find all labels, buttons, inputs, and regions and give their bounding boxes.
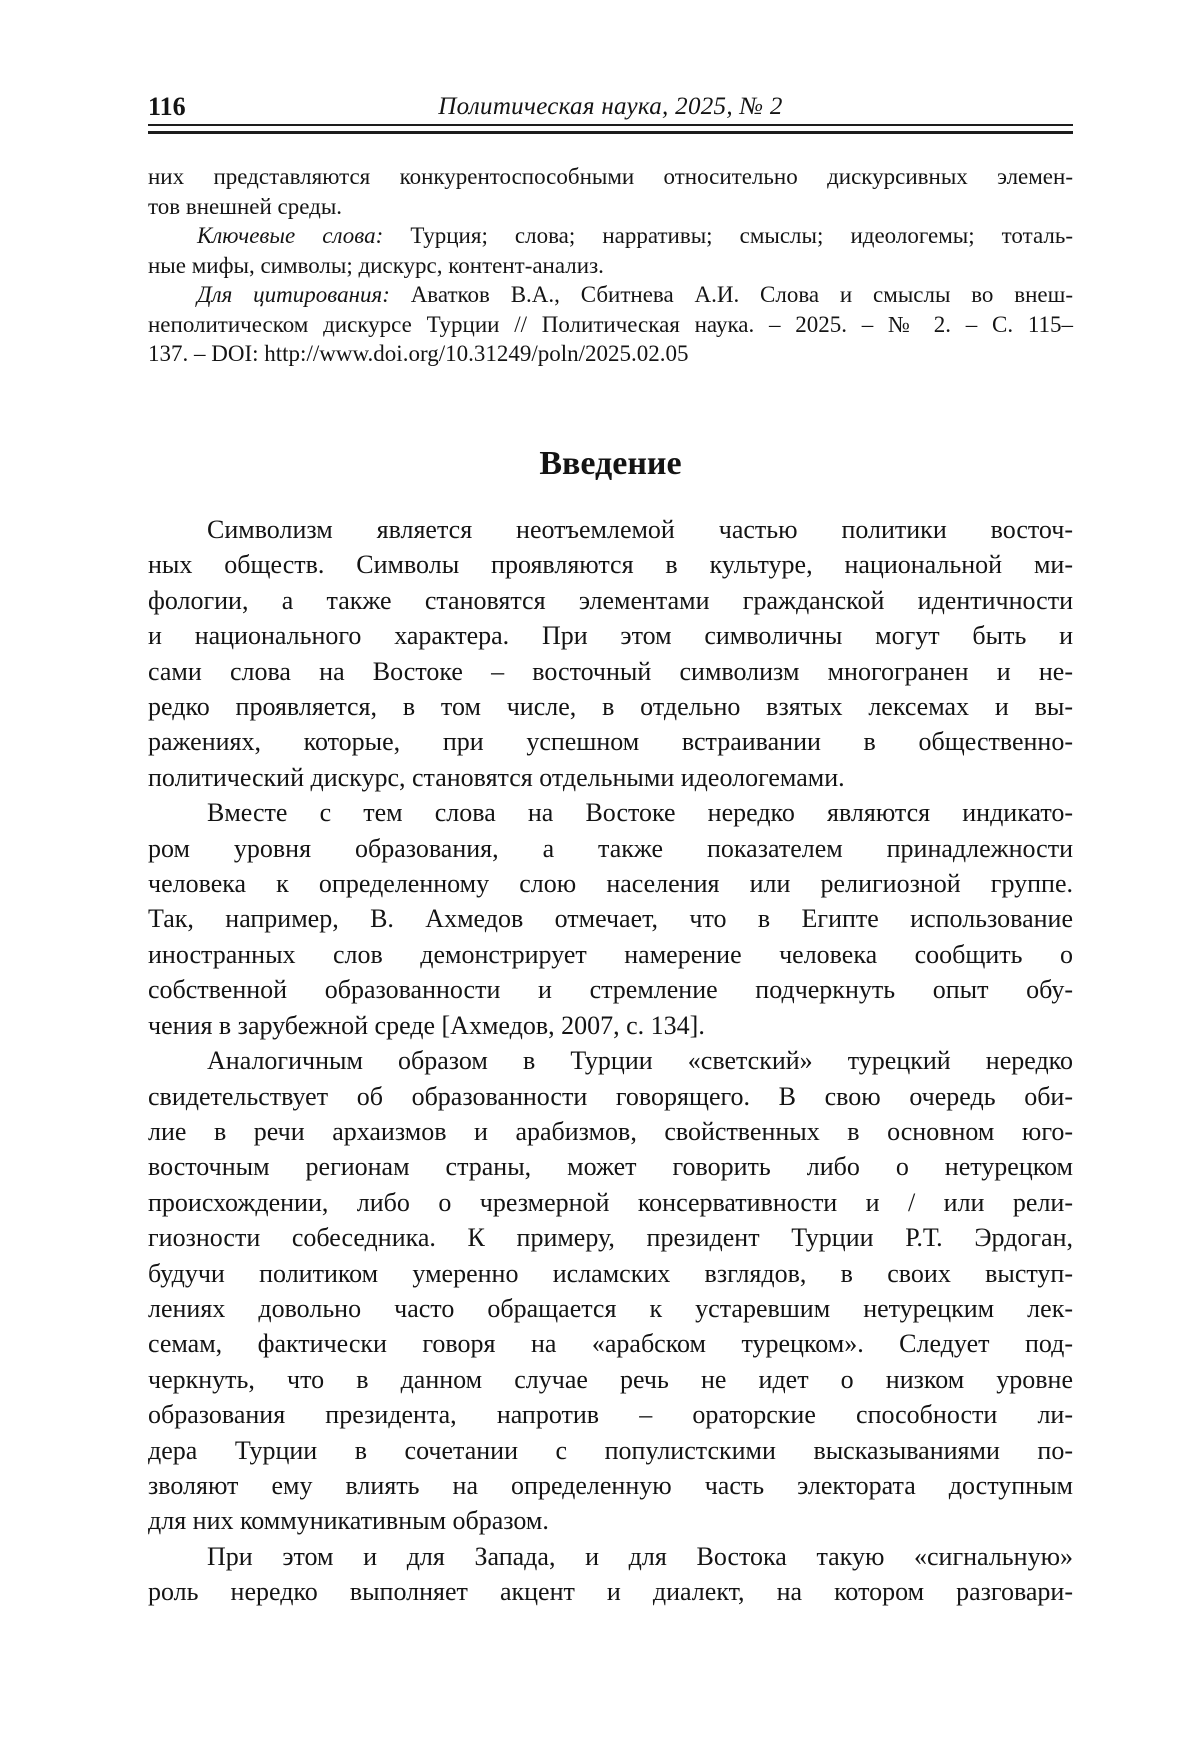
paragraph	[148, 1043, 1073, 1539]
citation-line: неполитическом дискурсе Турции // Политическая наука. – 2025. – № 2. – С. 115–	[148, 311, 1073, 337]
text-line: роль нередко выполняет акцент и диалект, на котором разговари-	[148, 1577, 1073, 1607]
text-line: дера Турции в сочетании с популистскими высказываниями по-	[148, 1435, 1073, 1465]
text-line: образования президента, напротив – ораторские способности ли-	[148, 1400, 1073, 1430]
keywords-label: Ключевые слова:	[197, 223, 411, 248]
paragraph	[148, 795, 1073, 1043]
page-header	[148, 90, 1073, 134]
abstract-line: них представляются конкурентоспособными относительно дискурсивных элемен-	[148, 164, 1073, 189]
text-line: лие в речи архаизмов и арабизмов, свойственных в основном юго-	[148, 1116, 1073, 1146]
text-line: собственной образованности и стремление подчеркнуть опыт обу-	[148, 975, 1073, 1005]
text-line: гиозности собеседника. К примеру, президент Турции Р.Т. Эрдоган,	[148, 1223, 1073, 1253]
text-line: ных обществ. Символы проявляются в культуре, национальной ми-	[148, 550, 1073, 580]
text-line: свидетельствует об образованности говорящего. В свою очередь оби-	[148, 1081, 1073, 1111]
citation-text: Аватков В.А., Сбитнева А.И. Слова и смыслы во внеш-	[410, 282, 1073, 307]
keywords-text: Турция; слова; нарративы; смыслы; идеологемы; тоталь-	[410, 223, 1073, 248]
text-line: Аналогичным образом в Турции «светский» турецкий нередко	[207, 1046, 1073, 1076]
text-line: ражениях, которые, при успешном встраивании в общественно-	[148, 727, 1073, 757]
text-line: редко проявляется, в том числе, в отдельно взятых лексемах и вы-	[148, 692, 1073, 722]
abstract-line: тов внешней среды.	[148, 193, 343, 219]
text-line: Символизм является неотъемлемой частью политики восточ-	[207, 515, 1073, 544]
text-line: будучи политиком умеренно исламских взглядов, в своих выступ-	[148, 1258, 1073, 1288]
journal-title: Политическая наука, 2025, № 2	[438, 93, 783, 120]
text-line: происхождении, либо о чрезмерной консервативности и / или рели-	[148, 1187, 1073, 1217]
citation-doi-line: 137. – DOI: http://www.doi.org/10.31249/poln/2025.02.05	[148, 341, 689, 366]
text-line: зволяют ему влиять на определенную часть электората доступным	[148, 1470, 1073, 1500]
frontmatter-block	[148, 162, 1073, 369]
text-line: семам, фактически говоря на «арабском турецком». Следует под-	[148, 1329, 1073, 1359]
text-line: для них коммуникативным образом.	[148, 1506, 549, 1536]
text-line: черкнуть, что в данном случае речь не идет о низком уровне	[148, 1364, 1073, 1394]
text-line: ром уровня образования, а также показателем принадлежности	[148, 833, 1073, 863]
header-rule	[148, 131, 1073, 134]
text-line: Так, например, В. Ахмедов отмечает, что в Египте использование	[148, 904, 1073, 934]
paragraph	[148, 512, 1073, 795]
text-line: человека к определенному слою населения или религиозной группе.	[148, 869, 1073, 899]
text-line: иностранных слов демонстрирует намерение человека сообщить о	[148, 939, 1073, 969]
section-heading: Введение	[539, 445, 682, 482]
page-number: 116	[148, 92, 186, 121]
citation-line	[148, 280, 1073, 310]
text-line: Вместе с тем слова на Востоке нередко являются индикато-	[207, 798, 1073, 828]
text-line: лениях довольно часто обращается к устаревшим нетурецким лек-	[148, 1293, 1073, 1323]
citation-label: Для цитирования:	[197, 282, 411, 307]
body-text	[148, 512, 1073, 1610]
text-line: сами слова на Востоке – восточный символизм многогранен и не-	[148, 656, 1073, 686]
text-line: политический дискурс, становятся отдельными идеологемами.	[148, 762, 845, 792]
text-line: восточным регионам страны, может говорить либо о нетурецком	[148, 1152, 1073, 1182]
text-line: При этом и для Запада, и для Востока такую «сигнальную»	[207, 1541, 1073, 1571]
text-line: чения в зарубежной среде [Ахмедов, 2007, с. 134].	[148, 1010, 705, 1040]
paragraph	[148, 1539, 1073, 1610]
text-line: и национального характера. При этом символичны могут быть и	[148, 621, 1073, 651]
text-line: фологии, а также становятся элементами гражданской идентичности	[148, 585, 1073, 615]
keywords-line: ные мифы, символы; дискурс, контент-анализ.	[148, 252, 604, 278]
keywords-line	[148, 221, 1073, 251]
header-row	[148, 90, 1073, 126]
